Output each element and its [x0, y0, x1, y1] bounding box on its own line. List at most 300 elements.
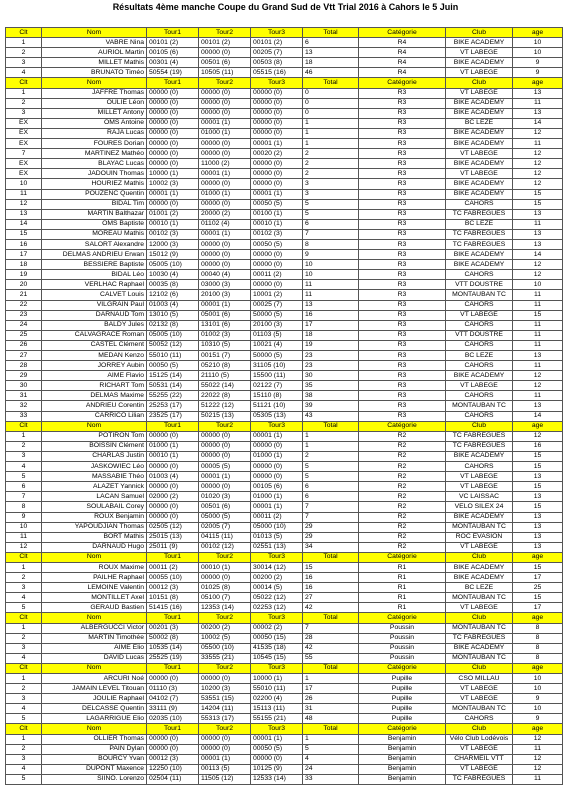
- club-cell: BC LEZE: [446, 351, 513, 361]
- table-row: [6, 744, 563, 754]
- tour3-cell: 50000 (5): [251, 310, 303, 320]
- age-cell: 10: [513, 674, 563, 684]
- age-cell: 10: [513, 38, 563, 48]
- tour1-cell: 23525 (17): [147, 411, 199, 421]
- club-cell: VTT DOUSTRE: [446, 280, 513, 290]
- total-cell: 11: [303, 290, 359, 300]
- age-cell: 12: [513, 179, 563, 189]
- tour3-cell: 01013 (5): [251, 532, 303, 542]
- tour2-cell: 01000 (1): [199, 128, 251, 138]
- category-cell: R3: [359, 128, 446, 138]
- table-row: [6, 532, 563, 542]
- rank-cell: EX: [6, 118, 42, 128]
- table-row: [6, 159, 563, 169]
- category-cell: R1: [359, 573, 446, 583]
- tour1-cell: 10535 (14): [147, 643, 199, 653]
- total-cell: 17: [303, 684, 359, 694]
- rank-cell: 25: [6, 330, 42, 340]
- header-category-cell: Catégorie: [359, 663, 446, 673]
- name-cell: ALAZET Yannick: [42, 482, 147, 492]
- name-cell: MARTINEZ Mathéo: [42, 149, 147, 159]
- table-row: [6, 633, 563, 643]
- total-cell: 30: [303, 371, 359, 381]
- category-cell: Benjamin: [359, 754, 446, 764]
- category-cell: Pupille: [359, 704, 446, 714]
- category-cell: R1: [359, 593, 446, 603]
- tour1-cell: 00000 (0): [147, 128, 199, 138]
- tour3-cell: 00011 (2): [251, 512, 303, 522]
- club-cell: CAHORS: [446, 462, 513, 472]
- tour3-cell: 00000 (0): [251, 159, 303, 169]
- header-name-cell: Nom: [42, 552, 147, 562]
- tour1-cell: 10000 (1): [147, 169, 199, 179]
- name-cell: MEDAN Kenzo: [42, 351, 147, 361]
- tour2-cell: 00113 (5): [199, 764, 251, 774]
- rank-cell: 2: [6, 48, 42, 58]
- category-cell: R3: [359, 330, 446, 340]
- club-cell: CAHORS: [446, 714, 513, 724]
- tour1-cell: 00011 (2): [147, 562, 199, 572]
- name-cell: SALORT Alexandre: [42, 239, 147, 249]
- rank-cell: 14: [6, 219, 42, 229]
- age-cell: 12: [513, 260, 563, 270]
- name-cell: FOURES Dorian: [42, 139, 147, 149]
- category-cell: Poussin: [359, 623, 446, 633]
- name-cell: VABRE Nina: [42, 38, 147, 48]
- tour1-cell: 00000 (0): [147, 139, 199, 149]
- age-cell: 8: [513, 643, 563, 653]
- tour2-cell: 12353 (14): [199, 603, 251, 613]
- tour3-cell: 00001 (1): [251, 189, 303, 199]
- tour1-cell: 00000 (0): [147, 502, 199, 512]
- name-cell: ANDRIEU Corentin: [42, 401, 147, 411]
- rank-cell: 32: [6, 401, 42, 411]
- age-cell: 15: [513, 199, 563, 209]
- rank-cell: 4: [6, 68, 42, 78]
- tour2-cell: 00001 (1): [199, 300, 251, 310]
- header-total-cell: Total: [303, 78, 359, 88]
- table-row: [6, 774, 563, 784]
- name-cell: ROUX Benjamin: [42, 512, 147, 522]
- rank-cell: EX: [6, 169, 42, 179]
- tour3-cell: 15113 (11): [251, 704, 303, 714]
- table-row: [6, 310, 563, 320]
- header-tour2-cell: Tour2: [199, 421, 251, 431]
- tour3-cell: 02551 (13): [251, 542, 303, 552]
- category-cell: R3: [359, 371, 446, 381]
- header-tour2-cell: Tour2: [199, 724, 251, 734]
- total-cell: 18: [303, 330, 359, 340]
- age-cell: 10: [513, 48, 563, 58]
- category-cell: R2: [359, 532, 446, 542]
- rank-cell: EX: [6, 159, 42, 169]
- club-cell: CAHORS: [446, 320, 513, 330]
- name-cell: BORT Mathis: [42, 532, 147, 542]
- category-cell: R3: [359, 139, 446, 149]
- tour2-cell: 00000 (0): [199, 139, 251, 149]
- name-cell: AURIOL Martin: [42, 48, 147, 58]
- tour1-cell: 02132 (8): [147, 320, 199, 330]
- tour1-cell: 51415 (16): [147, 603, 199, 613]
- header-tour3-cell: Tour3: [251, 663, 303, 673]
- name-cell: JASKOWIEC Léo: [42, 462, 147, 472]
- club-cell: VT LABEGE: [446, 472, 513, 482]
- header-row: [6, 28, 563, 38]
- table-row: [6, 431, 563, 441]
- rank-cell: 10: [6, 179, 42, 189]
- header-tour1-cell: Tour1: [147, 552, 199, 562]
- category-cell: R3: [359, 351, 446, 361]
- tour2-cell: 05001 (6): [199, 310, 251, 320]
- name-cell: CALVAGRACE Roman: [42, 330, 147, 340]
- rank-cell: 23: [6, 310, 42, 320]
- category-cell: R2: [359, 512, 446, 522]
- table-row: [6, 371, 563, 381]
- tour1-cell: 55010 (11): [147, 351, 199, 361]
- age-cell: 17: [513, 603, 563, 613]
- table-row: [6, 684, 563, 694]
- age-cell: 15: [513, 593, 563, 603]
- club-cell: BIKE ACADEMY: [446, 98, 513, 108]
- club-cell: BC LEZE: [446, 118, 513, 128]
- tour2-cell: 03000 (3): [199, 280, 251, 290]
- tour3-cell: 00001 (1): [251, 139, 303, 149]
- age-cell: 11: [513, 290, 563, 300]
- age-cell: 13: [513, 472, 563, 482]
- header-club-cell: Club: [446, 663, 513, 673]
- tour1-cell: 12000 (3): [147, 239, 199, 249]
- club-cell: CAHORS: [446, 340, 513, 350]
- rank-cell: 5: [6, 714, 42, 724]
- tour3-cell: 00000 (0): [251, 754, 303, 764]
- header-age-cell: age: [513, 78, 563, 88]
- club-cell: BIKE ACADEMY: [446, 643, 513, 653]
- table-row: [6, 68, 563, 78]
- tour3-cell: 00050 (5): [251, 239, 303, 249]
- header-total-cell: Total: [303, 663, 359, 673]
- tour2-cell: 10200 (3): [199, 684, 251, 694]
- tour1-cell: 00000 (0): [147, 98, 199, 108]
- table-row: [6, 108, 563, 118]
- tour2-cell: 50215 (13): [199, 411, 251, 421]
- club-cell: BIKE ACADEMY: [446, 128, 513, 138]
- tour2-cell: 00005 (5): [199, 462, 251, 472]
- header-total-cell: Total: [303, 421, 359, 431]
- rank-cell: 24: [6, 320, 42, 330]
- category-cell: R4: [359, 38, 446, 48]
- total-cell: 0: [303, 98, 359, 108]
- club-cell: VT LABEGE: [446, 603, 513, 613]
- header-tour2-cell: Tour2: [199, 78, 251, 88]
- name-cell: MOREAU Mathis: [42, 229, 147, 239]
- tour1-cell: 25015 (13): [147, 532, 199, 542]
- age-cell: 12: [513, 734, 563, 744]
- tour1-cell: 50531 (14): [147, 381, 199, 391]
- tour2-cell: 10002 (5): [199, 633, 251, 643]
- club-cell: BIKE ACADEMY: [446, 108, 513, 118]
- header-tour3-cell: Tour3: [251, 552, 303, 562]
- table-row: [6, 239, 563, 249]
- tour1-cell: 12250 (10): [147, 764, 199, 774]
- tour2-cell: 00000 (0): [199, 451, 251, 461]
- total-cell: 29: [303, 522, 359, 532]
- club-cell: BIKE ACADEMY: [446, 189, 513, 199]
- name-cell: DELMAS ANDRIEU Erwan: [42, 250, 147, 260]
- tour2-cell: 14204 (11): [199, 704, 251, 714]
- total-cell: 42: [303, 643, 359, 653]
- age-cell: 14: [513, 411, 563, 421]
- tour1-cell: 00012 (3): [147, 583, 199, 593]
- tour3-cell: 41535 (18): [251, 643, 303, 653]
- name-cell: CALVET Louis: [42, 290, 147, 300]
- age-cell: 11: [513, 744, 563, 754]
- name-cell: MILLET Antony: [42, 108, 147, 118]
- name-cell: MILLET Mathis: [42, 58, 147, 68]
- club-cell: BIKE ACADEMY: [446, 179, 513, 189]
- category-cell: R1: [359, 603, 446, 613]
- rank-cell: 26: [6, 340, 42, 350]
- tour3-cell: 00014 (5): [251, 583, 303, 593]
- club-cell: MONTAUBAN TC: [446, 623, 513, 633]
- age-cell: 13: [513, 492, 563, 502]
- rank-cell: EX: [6, 139, 42, 149]
- total-cell: 7: [303, 512, 359, 522]
- age-cell: 9: [513, 58, 563, 68]
- age-cell: 13: [513, 209, 563, 219]
- table-row: [6, 219, 563, 229]
- age-cell: 13: [513, 401, 563, 411]
- club-cell: VT LABEGE: [446, 542, 513, 552]
- tour2-cell: 00200 (2): [199, 623, 251, 633]
- club-cell: ROC EVASION: [446, 532, 513, 542]
- age-cell: 10: [513, 704, 563, 714]
- tour2-cell: 55022 (14): [199, 381, 251, 391]
- name-cell: MARTIN Timothée: [42, 633, 147, 643]
- tour2-cell: 02005 (7): [199, 522, 251, 532]
- rank-cell: 8: [6, 502, 42, 512]
- table-row: [6, 522, 563, 532]
- table-row: [6, 118, 563, 128]
- tour2-cell: 01102 (4): [199, 219, 251, 229]
- age-cell: 15: [513, 482, 563, 492]
- total-cell: 19: [303, 340, 359, 350]
- club-cell: BIKE ACADEMY: [446, 159, 513, 169]
- age-cell: 13: [513, 522, 563, 532]
- tour1-cell: 55255 (22): [147, 391, 199, 401]
- tour1-cell: 00000 (0): [147, 431, 199, 441]
- header-tour1-cell: Tour1: [147, 724, 199, 734]
- name-cell: POTIRON Tom: [42, 431, 147, 441]
- total-cell: 48: [303, 714, 359, 724]
- club-cell: CSO MILLAU: [446, 674, 513, 684]
- tour3-cell: 10021 (4): [251, 340, 303, 350]
- rank-cell: 2: [6, 744, 42, 754]
- header-rank-cell: Clt: [6, 28, 42, 38]
- club-cell: BIKE ACADEMY: [446, 139, 513, 149]
- category-cell: R3: [359, 118, 446, 128]
- tour3-cell: 05000 (10): [251, 522, 303, 532]
- tour3-cell: 00200 (2): [251, 573, 303, 583]
- tour3-cell: 10001 (2): [251, 290, 303, 300]
- category-cell: R2: [359, 492, 446, 502]
- rank-cell: 1: [6, 88, 42, 98]
- tour3-cell: 00102 (3): [251, 229, 303, 239]
- tour3-cell: 00050 (5): [251, 199, 303, 209]
- tour2-cell: 01002 (3): [199, 330, 251, 340]
- category-cell: R3: [359, 179, 446, 189]
- header-name-cell: Nom: [42, 421, 147, 431]
- header-age-cell: age: [513, 28, 563, 38]
- name-cell: MARTIN Balthazar: [42, 209, 147, 219]
- club-cell: BIKE ACADEMY: [446, 58, 513, 68]
- club-cell: VT LABEGE: [446, 310, 513, 320]
- age-cell: 15: [513, 451, 563, 461]
- tour3-cell: 05305 (13): [251, 411, 303, 421]
- table-row: [6, 48, 563, 58]
- total-cell: 31: [303, 704, 359, 714]
- tour3-cell: 15110 (8): [251, 391, 303, 401]
- tour3-cell: 00000 (0): [251, 108, 303, 118]
- club-cell: MONTAUBAN TC: [446, 522, 513, 532]
- category-cell: Benjamin: [359, 774, 446, 784]
- table-row: [6, 623, 563, 633]
- tour3-cell: 00503 (8): [251, 58, 303, 68]
- name-cell: DARNAUD Tom: [42, 310, 147, 320]
- tour2-cell: 51222 (12): [199, 401, 251, 411]
- tour1-cell: 50052 (12): [147, 340, 199, 350]
- age-cell: 14: [513, 118, 563, 128]
- table-row: [6, 583, 563, 593]
- header-total-cell: Total: [303, 552, 359, 562]
- age-cell: 13: [513, 351, 563, 361]
- table-row: [6, 573, 563, 583]
- total-cell: 1: [303, 674, 359, 684]
- table-row: [6, 472, 563, 482]
- total-cell: 8: [303, 239, 359, 249]
- tour1-cell: 05005 (10): [147, 330, 199, 340]
- age-cell: 15: [513, 310, 563, 320]
- category-cell: R3: [359, 159, 446, 169]
- tour2-cell: 55313 (17): [199, 714, 251, 724]
- tour1-cell: 25525 (19): [147, 653, 199, 663]
- category-cell: R2: [359, 502, 446, 512]
- total-cell: 5: [303, 744, 359, 754]
- tour3-cell: 00001 (1): [251, 502, 303, 512]
- age-cell: 12: [513, 270, 563, 280]
- rank-cell: 1: [6, 734, 42, 744]
- header-category-cell: Catégorie: [359, 613, 446, 623]
- tour2-cell: 11000 (2): [199, 159, 251, 169]
- total-cell: 11: [303, 280, 359, 290]
- table-row: [6, 492, 563, 502]
- category-cell: R3: [359, 411, 446, 421]
- total-cell: 33: [303, 774, 359, 784]
- rank-cell: 17: [6, 250, 42, 260]
- rank-cell: 28: [6, 361, 42, 371]
- rank-cell: 2: [6, 684, 42, 694]
- tour2-cell: 05210 (8): [199, 361, 251, 371]
- tour1-cell: 02504 (11): [147, 774, 199, 784]
- header-category-cell: Catégorie: [359, 421, 446, 431]
- rank-cell: 1: [6, 562, 42, 572]
- tour2-cell: 00000 (0): [199, 250, 251, 260]
- tour1-cell: 05005 (10): [147, 260, 199, 270]
- club-cell: VT LABEGE: [446, 48, 513, 58]
- total-cell: 16: [303, 573, 359, 583]
- tour2-cell: 00000 (0): [199, 441, 251, 451]
- category-cell: Pupille: [359, 714, 446, 724]
- tour3-cell: 55010 (11): [251, 684, 303, 694]
- name-cell: JADOUIN Thomas: [42, 169, 147, 179]
- name-cell: BESSIERE Baptiste: [42, 260, 147, 270]
- tour3-cell: 55155 (21): [251, 714, 303, 724]
- tour3-cell: 00000 (0): [251, 98, 303, 108]
- tour1-cell: 00000 (0): [147, 512, 199, 522]
- header-tour3-cell: Tour3: [251, 78, 303, 88]
- total-cell: 18: [303, 58, 359, 68]
- tour1-cell: 00000 (0): [147, 108, 199, 118]
- total-cell: 15: [303, 562, 359, 572]
- club-cell: MONTAUBAN TC: [446, 704, 513, 714]
- name-cell: BLAYAC Lucas: [42, 159, 147, 169]
- age-cell: 15: [513, 562, 563, 572]
- header-club-cell: Club: [446, 552, 513, 562]
- tour1-cell: 01000 (1): [147, 441, 199, 451]
- club-cell: VT LABEGE: [446, 684, 513, 694]
- header-rank-cell: Clt: [6, 724, 42, 734]
- tour3-cell: 10000 (1): [251, 674, 303, 684]
- tour2-cell: 00001 (1): [199, 169, 251, 179]
- total-cell: 7: [303, 623, 359, 633]
- table-row: [6, 441, 563, 451]
- tour3-cell: 00025 (7): [251, 300, 303, 310]
- age-cell: 9: [513, 68, 563, 78]
- tour3-cell: 00000 (0): [251, 88, 303, 98]
- header-tour1-cell: Tour1: [147, 28, 199, 38]
- header-tour1-cell: Tour1: [147, 78, 199, 88]
- club-cell: VT LABEGE: [446, 744, 513, 754]
- age-cell: 12: [513, 149, 563, 159]
- table-row: [6, 754, 563, 764]
- rank-cell: 11: [6, 189, 42, 199]
- total-cell: 35: [303, 381, 359, 391]
- tour1-cell: 00000 (0): [147, 118, 199, 128]
- category-cell: R3: [359, 219, 446, 229]
- category-cell: R4: [359, 48, 446, 58]
- tour2-cell: 01025 (8): [199, 583, 251, 593]
- name-cell: AIME Elio: [42, 643, 147, 653]
- rank-cell: 6: [6, 482, 42, 492]
- rank-cell: 3: [6, 643, 42, 653]
- table-row: [6, 462, 563, 472]
- header-row: [6, 421, 563, 431]
- category-cell: Benjamin: [359, 764, 446, 774]
- age-cell: 14: [513, 250, 563, 260]
- name-cell: BOURCY Yvan: [42, 754, 147, 764]
- tour2-cell: 00000 (0): [199, 674, 251, 684]
- club-cell: TC FABREGUES: [446, 774, 513, 784]
- rank-cell: 19: [6, 270, 42, 280]
- total-cell: 39: [303, 401, 359, 411]
- total-cell: 5: [303, 209, 359, 219]
- tour3-cell: 00002 (2): [251, 623, 303, 633]
- tour3-cell: 30014 (12): [251, 562, 303, 572]
- rank-cell: 3: [6, 694, 42, 704]
- tour1-cell: 00102 (3): [147, 229, 199, 239]
- table-row: [6, 643, 563, 653]
- rank-cell: 10: [6, 522, 42, 532]
- table-row: [6, 169, 563, 179]
